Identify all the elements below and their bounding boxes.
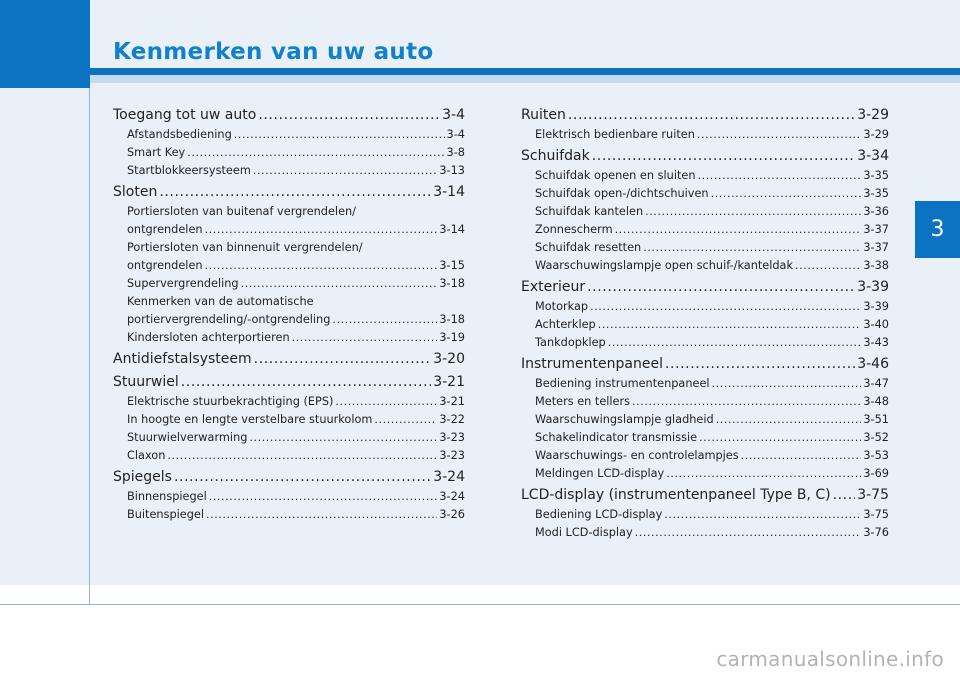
dot-leader — [664, 506, 861, 524]
toc-entry[interactable] — [113, 506, 465, 524]
toc-entry-label: Buitenspiegel — [127, 508, 204, 521]
toc-entry[interactable] — [521, 375, 889, 393]
toc-entry-label: Afstandsbediening — [127, 128, 232, 141]
footer-rule — [0, 604, 960, 605]
dot-leader — [598, 316, 862, 334]
dot-leader — [590, 298, 861, 316]
toc-page-number: 3-75 — [863, 508, 889, 521]
toc-entry-label: Instrumentenpaneel — [521, 356, 663, 372]
toc-entry-text: Portiersloten van buitenaf vergrendelen/ — [127, 205, 356, 218]
toc-entry-label: Toegang tot uw auto — [113, 107, 257, 123]
toc-entry-label: ontgrendelen — [127, 259, 203, 272]
toc-entry[interactable] — [113, 393, 465, 411]
dot-leader — [374, 411, 437, 429]
toc-entry[interactable] — [521, 411, 889, 429]
toc-entry-label: ontgrendelen — [127, 223, 203, 236]
toc-entry-label: Stuurwielverwarming — [127, 431, 248, 444]
dot-leader — [205, 221, 438, 239]
toc-entry-label: Waarschuwingslampje open schuif-/kanteldak — [535, 259, 794, 272]
toc-entry-label: Ruiten — [521, 107, 566, 123]
toc-page-number: 3-4 — [442, 107, 465, 123]
toc-entry[interactable] — [521, 185, 889, 203]
dot-leader — [635, 524, 862, 542]
toc-left-column — [113, 103, 465, 524]
dot-leader — [253, 162, 438, 180]
page-title: Kenmerken van uw auto — [113, 39, 434, 65]
toc-page-number: 3-53 — [863, 449, 889, 462]
toc-entry[interactable] — [521, 257, 889, 275]
toc-page-number: 3-51 — [863, 413, 889, 426]
toc-page-number: 3-29 — [863, 128, 889, 141]
toc-entry[interactable] — [521, 429, 889, 447]
toc-entry-label: In hoogte en lengte verstelbare stuurkolom — [127, 413, 373, 426]
toc-page-number: 3-38 — [863, 259, 889, 272]
toc-entry-label: Waarschuwings- en controlelampjes — [535, 449, 739, 462]
toc-section-heading[interactable] — [113, 348, 465, 370]
dot-leader — [666, 465, 861, 483]
toc-page-number: 3-47 — [863, 377, 889, 390]
toc-entry[interactable] — [113, 221, 465, 239]
dot-leader — [249, 429, 437, 447]
toc-entry[interactable] — [113, 257, 465, 275]
toc-page-number: 3-46 — [857, 356, 889, 372]
toc-entry-label: Exterieur — [521, 279, 586, 295]
toc-page-number: 3-14 — [439, 223, 465, 236]
toc-page-number: 3-52 — [863, 431, 889, 444]
toc-entry[interactable] — [521, 126, 889, 144]
toc-entry[interactable] — [113, 488, 465, 506]
toc-entry[interactable] — [521, 506, 889, 524]
toc-entry-label: Bediening instrumentenpaneel — [535, 377, 710, 390]
toc-page-number: 3-39 — [857, 279, 889, 295]
dot-leader — [711, 185, 862, 203]
dot-leader — [187, 144, 444, 162]
toc-entry-label: Schuifdak openen en sluiten — [535, 169, 696, 182]
dot-leader — [592, 145, 855, 167]
toc-entry[interactable] — [521, 447, 889, 465]
dot-leader — [241, 275, 438, 293]
dot-leader — [234, 126, 445, 144]
toc-section-heading[interactable] — [521, 484, 889, 506]
toc-entry-label: Waarschuwingslampje gladheid — [535, 413, 714, 426]
dot-leader — [335, 393, 437, 411]
toc-entry[interactable] — [113, 126, 465, 144]
toc-entry-label: Kindersloten achterportieren — [127, 331, 290, 344]
dot-leader — [332, 311, 437, 329]
toc-page-number: 3-15 — [439, 259, 465, 272]
toc-entry[interactable] — [521, 298, 889, 316]
dot-leader — [258, 104, 440, 126]
toc-page-number: 3-24 — [433, 469, 465, 485]
toc-entry-label: Modi LCD-display — [535, 526, 633, 539]
toc-page-number: 3-69 — [863, 467, 889, 480]
toc-page-number: 3-26 — [439, 508, 465, 521]
toc-entry[interactable] — [113, 162, 465, 180]
toc-entry-label: Elektrisch bedienbare ruiten — [535, 128, 695, 141]
dot-leader — [698, 167, 862, 185]
dot-leader — [587, 276, 855, 298]
toc-page-number: 3-40 — [863, 318, 889, 331]
dot-leader — [181, 371, 431, 393]
toc-page-number: 3-75 — [857, 487, 889, 503]
toc-page-number: 3-34 — [857, 148, 889, 164]
toc-entry-label: Meters en tellers — [535, 395, 631, 408]
dot-leader — [716, 411, 862, 429]
toc-section-heading[interactable] — [113, 466, 465, 488]
toc-right-column — [521, 103, 889, 542]
dot-leader — [795, 257, 861, 275]
dot-leader — [615, 221, 862, 239]
toc-section-heading[interactable] — [113, 104, 465, 126]
toc-page-number: 3-18 — [439, 277, 465, 290]
toc-entry[interactable] — [113, 329, 465, 347]
toc-page-number: 3-29 — [857, 107, 889, 123]
dot-leader — [697, 126, 861, 144]
toc-entry-label: Schuifdak kantelen — [535, 205, 644, 218]
dot-leader — [167, 447, 437, 465]
toc-page-number: 3-18 — [439, 313, 465, 326]
toc-entry[interactable] — [113, 144, 465, 162]
watermark: carmanualsonline.info — [716, 647, 944, 671]
toc-entry[interactable] — [521, 221, 889, 239]
toc-page-number: 3-37 — [863, 223, 889, 236]
toc-page-number: 3-13 — [439, 164, 465, 177]
toc-page-number: 3-21 — [433, 374, 465, 390]
toc-entry[interactable] — [113, 447, 465, 465]
header-rule — [90, 68, 960, 75]
toc-section-heading[interactable] — [113, 371, 465, 393]
dot-leader — [632, 393, 861, 411]
toc-entry[interactable] — [521, 316, 889, 334]
toc-entry-label: Spiegels — [113, 469, 172, 485]
toc-entry[interactable] — [521, 203, 889, 221]
dot-leader — [254, 348, 432, 370]
toc-entry[interactable] — [521, 465, 889, 483]
toc-entry-label: portiervergrendeling/-ontgrendeling — [127, 313, 331, 326]
toc-entry[interactable] — [521, 393, 889, 411]
toc-entry-label: Sloten — [113, 184, 158, 200]
toc-page-number: 3-48 — [863, 395, 889, 408]
toc-entry-text: Portiersloten van binnenuit vergrendelen/ — [127, 241, 363, 254]
toc-entry-text: Kenmerken van de automatische — [127, 295, 314, 308]
dot-leader — [833, 484, 856, 506]
toc-page-number: 3-24 — [439, 490, 465, 503]
toc-page-number: 3-35 — [863, 187, 889, 200]
toc-page-number: 3-76 — [863, 526, 889, 539]
toc-section-heading[interactable] — [521, 353, 889, 375]
toc-entry-label: Schakelindicator transmissie — [535, 431, 698, 444]
toc-entry-label: Schuifdak resetten — [535, 241, 642, 254]
toc-entry-label: Elektrische stuurbekrachtiging (EPS) — [127, 395, 334, 408]
toc-entry[interactable] — [113, 411, 465, 429]
toc-entry-label: Antidiefstalsysteem — [113, 351, 252, 367]
chapter-tab[interactable] — [915, 201, 960, 258]
toc-entry-label: Smart Key — [127, 146, 186, 159]
toc-page-number: 3-39 — [863, 300, 889, 313]
dot-leader — [568, 104, 855, 126]
dot-leader — [643, 239, 861, 257]
toc-entry-label: Schuifdak open-/dichtschuiven — [535, 187, 709, 200]
toc-entry-label: Meldingen LCD-display — [535, 467, 665, 480]
dot-leader — [206, 506, 437, 524]
toc-section-heading[interactable] — [113, 181, 465, 203]
toc-entry-label: LCD-display (instrumentenpaneel Type B, C) — [521, 487, 831, 503]
toc-entry-label: Claxon — [127, 449, 166, 462]
dot-leader — [209, 488, 438, 506]
toc-entry[interactable] — [113, 429, 465, 447]
toc-entry[interactable] — [521, 239, 889, 257]
dot-leader — [608, 334, 862, 352]
toc-section-heading[interactable] — [521, 276, 889, 298]
toc-page-number: 3-37 — [863, 241, 889, 254]
toc-entry-label: Stuurwiel — [113, 374, 179, 390]
toc-page-number: 3-23 — [439, 449, 465, 462]
toc-entry-label: Tankdopklep — [535, 336, 606, 349]
toc-page-number: 3-43 — [863, 336, 889, 349]
dot-leader — [741, 447, 862, 465]
toc-entry[interactable] — [521, 167, 889, 185]
toc-entry[interactable] — [521, 524, 889, 542]
dot-leader — [699, 429, 861, 447]
toc-page-number: 3-36 — [863, 205, 889, 218]
toc-entry-label: Bediening LCD-display — [535, 508, 663, 521]
toc-page-number: 3-22 — [439, 413, 465, 426]
left-margin-line — [89, 88, 90, 605]
dot-leader — [174, 466, 431, 488]
dot-leader — [645, 203, 861, 221]
toc-page-number: 3-23 — [439, 431, 465, 444]
toc-page-number: 3-19 — [439, 331, 465, 344]
toc-entry-label: Binnenspiegel — [127, 490, 207, 503]
toc-entry-label: Achterklep — [535, 318, 596, 331]
toc-entry[interactable] — [113, 275, 465, 293]
toc-entry-label: Startblokkeersysteem — [127, 164, 251, 177]
toc-entry-label: Motorkap — [535, 300, 589, 313]
dot-leader — [205, 257, 438, 275]
toc-entry[interactable] — [113, 311, 465, 329]
toc-entry-label: Schuifdak — [521, 148, 590, 164]
toc-entry[interactable] — [521, 334, 889, 352]
toc-page-number: 3-21 — [439, 395, 465, 408]
header-corner-block — [0, 0, 90, 88]
toc-section-heading[interactable] — [521, 104, 889, 126]
chapter-number: 3 — [930, 217, 945, 242]
header-rule-light — [90, 75, 960, 83]
toc-page-number: 3-35 — [863, 169, 889, 182]
toc-page-number: 3-4 — [446, 128, 465, 141]
dot-leader — [665, 353, 855, 375]
toc-entry-label: Supervergrendeling — [127, 277, 239, 290]
toc-page-number: 3-20 — [433, 351, 465, 367]
toc-page-number: 3-8 — [446, 146, 465, 159]
dot-leader — [159, 181, 431, 203]
toc-page-number: 3-14 — [433, 184, 465, 200]
dot-leader — [712, 375, 862, 393]
toc-entry-label: Zonnescherm — [535, 223, 613, 236]
dot-leader — [292, 329, 438, 347]
toc-section-heading[interactable] — [521, 145, 889, 167]
